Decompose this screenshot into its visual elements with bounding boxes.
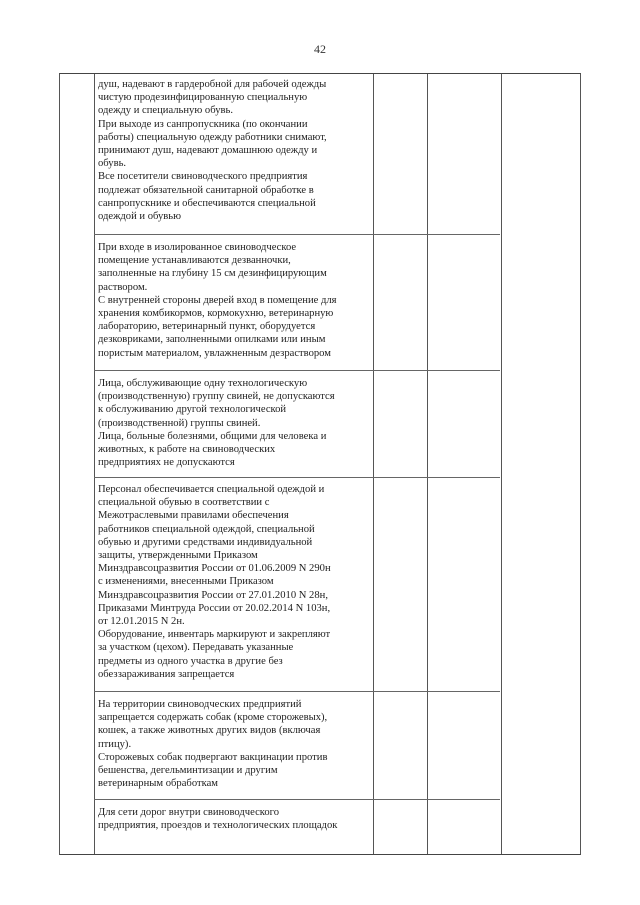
column-divider-1 <box>94 74 95 854</box>
row-divider-1 <box>94 234 500 235</box>
page-number: 42 <box>314 42 326 56</box>
column-divider-2 <box>373 74 374 854</box>
requirement-text-5: На территории свиноводческих предприятий запрещается содержать собак (кроме сторожевых), кошек, а также животных других видов (включая птицу). Сторожевых собак подвергают вакцинации против бешенства, дегельминтизации и другим ветеринарным обработкам <box>98 699 328 790</box>
requirements-table <box>59 73 581 855</box>
row-divider-2 <box>94 370 500 371</box>
column-divider-3 <box>427 74 428 854</box>
column-divider-4 <box>501 74 502 854</box>
requirement-text-3: Лица, обслуживающие одну технологическую (производственную) группу свиней, не допускаются к обслуживанию другой технологической (производственной) группы свиней. Лица, больные болезнями, общими для человека и животных, к работе на свиноводческих предприятиях не допускаются <box>98 378 335 469</box>
requirement-text-2: При входе в изолированное свиноводческое помещение устанавливаются дезванночки, заполненные на глубину 15 см дезинфицирующим раствором. С внутренней стороны дверей вход в помещение для хранения комбикормов, кормокухню, ветеринарную лабораторию, ветеринарный пункт, оборудуется дезковриками, заполненными опилками или иным пористым материалом, увлажненным дезраствором <box>98 242 337 359</box>
requirement-text-1: душ, надевают в гардеробной для рабочей одежды чистую продезинфицированную специальную одежду и специальную обувь. При выходе из санпропускника (по окончании работы) специальную одежду работники снимают, принимают душ, надевают домашнюю одежду и обувь. Все посетители свиноводческого предприятия подлежат обязательной санитарной обработке в санпропускнике и обеспечиваются специальной одеждой и обувью <box>98 79 327 223</box>
row-divider-3 <box>94 477 500 478</box>
requirement-text-4: Персонал обеспечивается специальной одеждой и специальной обувью в соответствии с Межотраслевыми правилами обеспечения работников специальной одеждой, специальной обувью и другими средствами индивидуальной защиты, утвержденными Приказом Минздравсоцразвития России от 01.06.2009 N 290н с изменениями, внесенными Приказом Минздравсоцразвития России от 27.01.2010 N 28н, Приказами Минтруда России от 20.02.2014 N 103н, от 12.01.2015 N 2н. Оборудование, инвентарь маркируют и закрепляют за участком (цехом). Передавать указанные предметы из одного участка в другие без обеззараживания запрещается <box>98 484 331 680</box>
requirement-text-6: Для сети дорог внутри свиноводческого предприятия, проездов и технологических площадок <box>98 807 338 832</box>
row-divider-4 <box>94 691 500 692</box>
row-divider-5 <box>94 799 500 800</box>
